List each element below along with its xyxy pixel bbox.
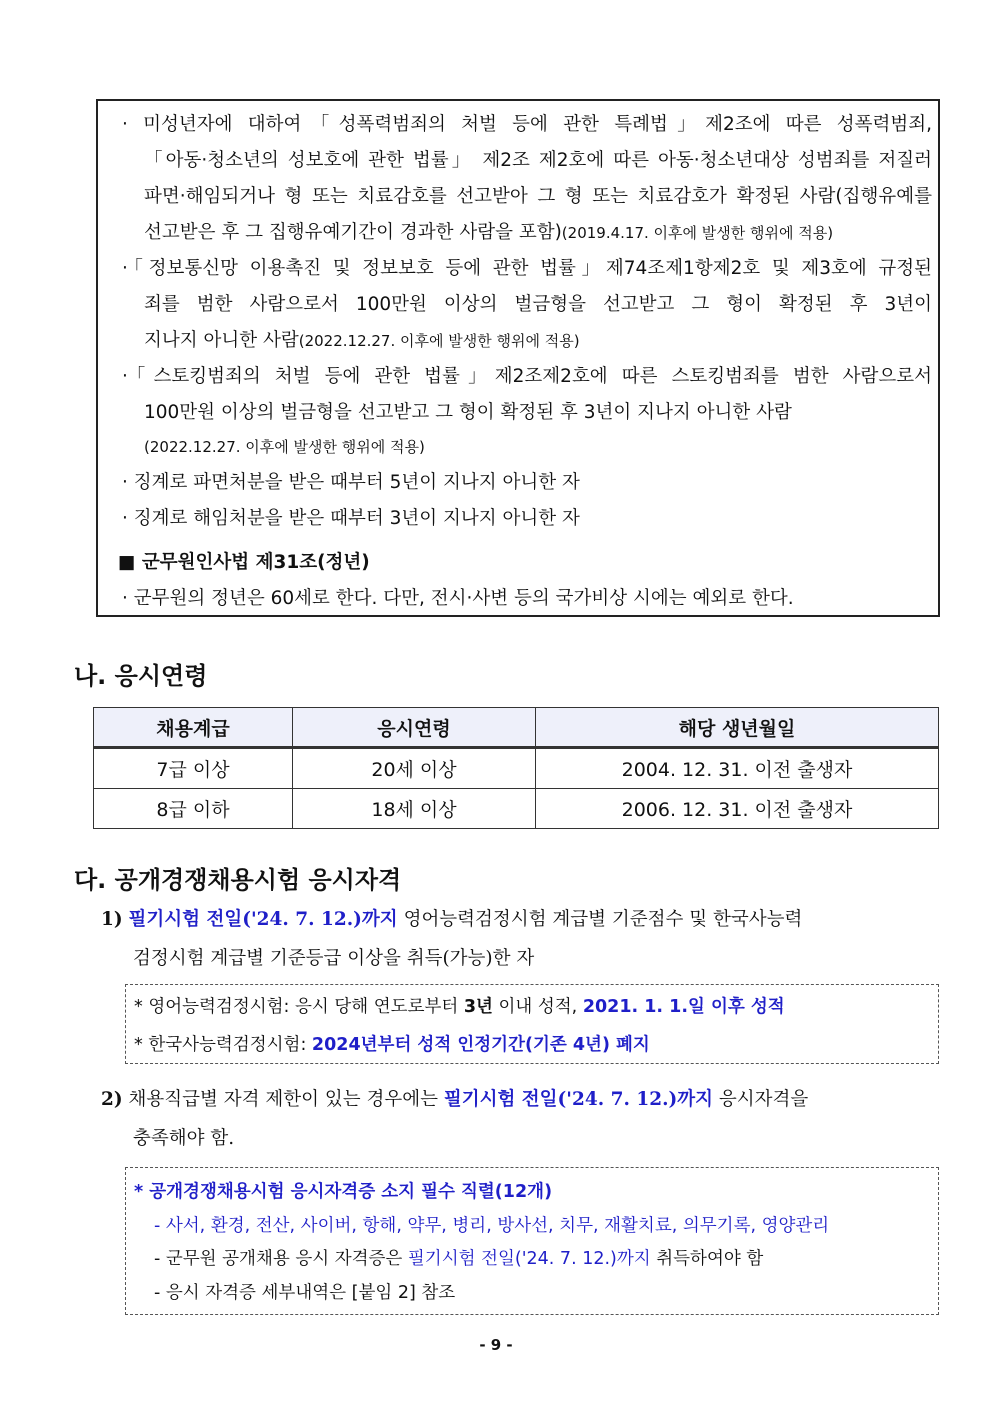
item-2-line-1: [101, 1085, 808, 1111]
note-2-title: * 공개경쟁채용시험 응시자격증 소지 필수 직렬(12개): [134, 1182, 553, 1202]
table-cell: 20세 이상: [293, 748, 536, 789]
box-line-9: 100만원 이상의 벌금형을 선고받고 그 형이 확정된 후 3년이 지나지 아니한 사람: [144, 402, 792, 423]
box-line-3: 파면·해임되거나 형 또는 치료감호를 선고받아 그 형 또는 치료감호가 확정된 사람(집행유예를: [144, 186, 932, 207]
table-header: 채용계급: [94, 708, 293, 748]
note-1-history-text: * 한국사능력검정시험:: [134, 1035, 312, 1055]
note-2-cert-text: - 군무원 공개채용 응시 자격증은: [154, 1249, 408, 1269]
note-1-history: [134, 1031, 650, 1056]
box-line-6: 죄를 범한 사람으로서 100만원 이상의 벌금형을 선고받고 그 형이 확정된 후 3년이: [144, 294, 932, 315]
age-table: [93, 707, 939, 829]
box-line-7: [144, 326, 580, 352]
note-2-ref: - 응시 자격증 세부내역은 [붙임 2] 참조: [154, 1283, 456, 1303]
box-line-11: · 징계로 파면처분을 받은 때부터 5년이 지나지 아니한 자: [122, 472, 580, 493]
item-1-text: 영어능력검정시험 계급별 기준점수 및 한국사능력: [397, 909, 803, 930]
item-1-deadline: 필기시험 전일('24. 7. 12.)까지: [128, 909, 398, 930]
section-heading-qualification: 다. 공개경쟁채용시험 응시자격: [74, 866, 402, 894]
box-line-2: 「아동·청소년의 성보호에 관한 법률」 제2조 제2호에 따른 아동·청소년대상 성범죄를 저질러: [144, 150, 932, 171]
table-cell: 8급 이하: [94, 789, 293, 829]
item-1-line-1: [101, 905, 802, 931]
note-1-english: [134, 993, 785, 1018]
note-2-list: - 사서, 환경, 전산, 사이버, 항해, 약무, 병리, 방사선, 치무, 재활치료, 의무기록, 영양관리: [154, 1216, 830, 1236]
page-number: - 9 -: [479, 1336, 513, 1354]
table-header: 응시연령: [293, 708, 536, 748]
item-1-number: 1): [101, 909, 123, 930]
item-2-rest: 응시자격을: [713, 1089, 809, 1110]
note-1-english-text: * 영어능력검정시험: 응시 당해 연도로부터: [134, 997, 464, 1017]
table-cell: 2006. 12. 31. 이전 출생자: [536, 789, 939, 829]
box-line-10: (2022.12.27. 이후에 발생한 행위에 적용): [144, 438, 425, 456]
box-line-4: [144, 218, 833, 244]
note-2-cert: [154, 1245, 763, 1270]
note-1-english-mid: 이내 성적,: [492, 997, 583, 1017]
box-line-14: · 군무원의 정년은 60세로 한다. 다만, 전시·사변 등의 국가비상 시에는 예외로 한다.: [122, 588, 794, 609]
table-cell: 7급 이상: [94, 748, 293, 789]
item-2-deadline: 필기시험 전일('24. 7. 12.)까지: [443, 1089, 714, 1110]
box-line-8: ·「스토킹범죄의 처벌 등에 관한 법률」제2조제2호에 따른 스토킹범죄를 범한 사람으로서: [122, 366, 932, 387]
box-line-5: ·「정보통신망 이용촉진 및 정보보호 등에 관한 법률」제74조제1항제2호 및 제3호에 규정된: [122, 258, 932, 279]
table-header-row: [94, 708, 939, 748]
box-line-4-note: (2019.4.17. 이후에 발생한 행위에 적용): [561, 224, 834, 242]
disqualification-box: [96, 99, 940, 617]
table-header: 해당 생년월일: [536, 708, 939, 748]
note-1-years: 3년: [463, 997, 493, 1017]
law-heading: ■ 군무원인사법 제31조(정년): [118, 552, 370, 573]
note-2-cert-end: 취득하여야 함: [650, 1249, 764, 1269]
box-line-4-text: 선고받은 후 그 집행유예기간이 경과한 사람을 포함): [144, 222, 562, 243]
note-2-cert-deadline: 필기시험 전일('24. 7. 12.)까지: [407, 1249, 651, 1269]
item-2-text: 채용직급별 자격 제한이 있는 경우에는: [122, 1089, 444, 1110]
table-cell: 2004. 12. 31. 이전 출생자: [536, 748, 939, 789]
box-line-12: · 징계로 해임처분을 받은 때부터 3년이 지나지 아니한 자: [122, 508, 580, 529]
table-row: [94, 789, 939, 829]
item-1-line-2: 검정시험 계급별 기준등급 이상을 취득(가능)한 자: [133, 948, 535, 969]
section-heading-age: 나. 응시연령: [74, 662, 208, 690]
note-1-history-change: 2024년부터 성적 인정기간(기존 4년) 폐지: [311, 1035, 650, 1055]
box-line-7-text: 지나지 아니한 사람: [144, 330, 299, 351]
box-line-7-note: (2022.12.27. 이후에 발생한 행위에 적용): [298, 332, 580, 350]
item-2-number: 2): [101, 1089, 123, 1110]
item-2-line-2: 충족해야 함.: [133, 1128, 235, 1149]
table-cell: 18세 이상: [293, 789, 536, 829]
box-line-1: · 미성년자에 대하여「성폭력범죄의 처벌 등에 관한 특례법」제2조에 따른 성폭력범죄,: [122, 114, 932, 135]
table-row: [94, 748, 939, 789]
note-1-english-date: 2021. 1. 1.일 이후 성적: [582, 997, 785, 1017]
